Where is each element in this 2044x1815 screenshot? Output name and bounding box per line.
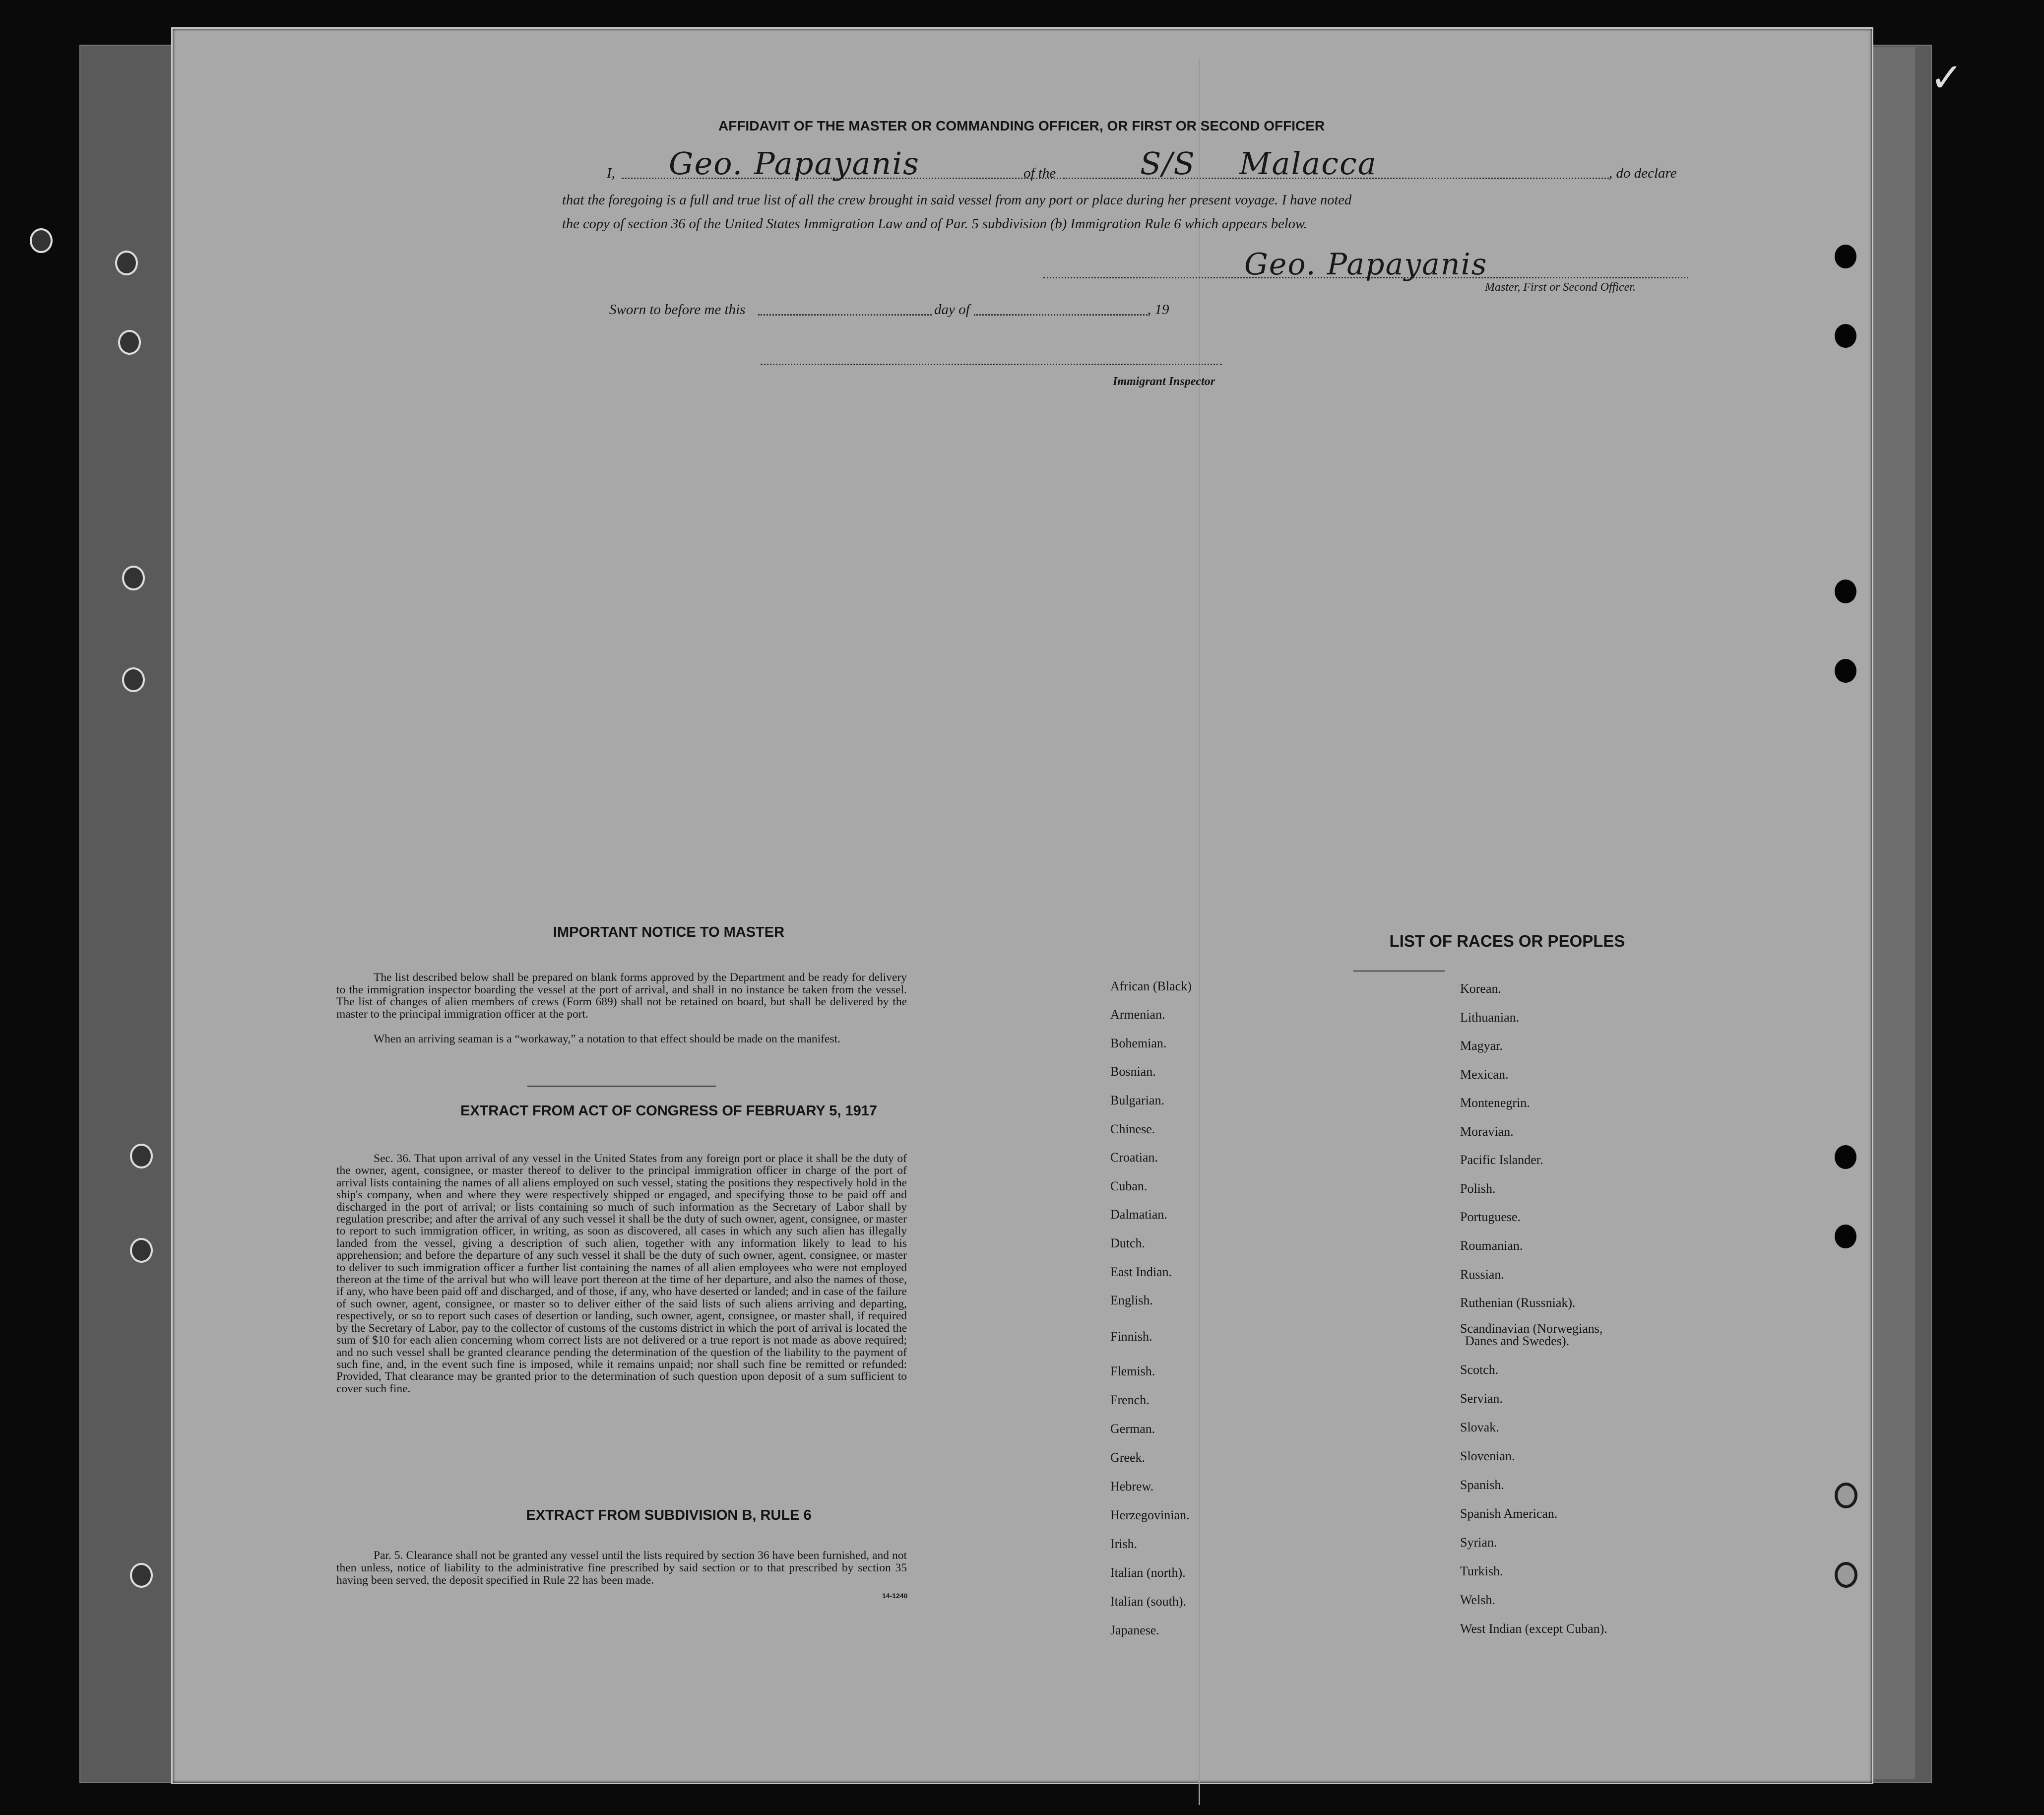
section-divider (527, 1086, 716, 1087)
race-item: Spanish. (1460, 1478, 1504, 1492)
punch-hole-icon (1835, 1562, 1857, 1588)
race-item: German. (1110, 1422, 1155, 1436)
race-item: Irish. (1110, 1537, 1138, 1551)
race-item: Servian. (1460, 1391, 1503, 1406)
race-item: Turkish. (1460, 1564, 1503, 1578)
punch-hole-icon (1835, 1145, 1856, 1169)
race-item: English. (1110, 1293, 1153, 1307)
sworn-label: Sworn to before me this (609, 302, 746, 318)
extract-act-text: Sec. 36. That upon arrival of any vessel in the United States from any foreign port or place it shall be the duty of the owner, agent, consignee, or master thereof to deliver to the principal immigration officer in charge of the port of arrival lists containing the names of all aliens employed on such vessel, stating the positions they respectively hold in the ship's company, when and where they were respectively shipped or engaged, and specifying those to be paid off and discharged in the port of arrival; or lists containing so much of such information as the Secretary of Labor shall by regulation prescribe; and after the arrival of any such vessel it shall be the duty of such owner, agent, consignee, or master to report to such immigration officer, in writing, as soon as discovered, all cases in which any such alien has illegally landed from the vessel, giving a description of such alien, together with any information likely to lead to his apprehension; and before the departure of any such vessel it shall be the duty of such owner, agent, consignee, or master to deliver to such immigration officer a further list containing the names of all alien employees who were not employed thereon at the time of the arrival but who will leave port thereon at the time of her departure, and also the names of those, if any, who have been paid off and discharged, and of those, if any, who have deserted or landed; and in case of the failure of such owner, agent, consignee, or master so to deliver either of the said lists of such aliens arriving and departing, respectively, or so to report such cases of desertion or landing, such owner, agent, consignee, or master shall, if required by the Secretary of Labor, pay to the collector of customs of the customs district in which the port of arrival is located the sum of $10 for each alien concerning whom correct lists are not delivered or a true report is not made as above required; and no such vessel shall be granted clearance pending the determination of the question of the liability to the payment of such fine, and, in the event such fine is imposed, while it remains unpaid; nor shall such fine be remitted or refunded: Provided, That clearance may be granted prior to the determination of such question upon deposit of a sum sufficient to cover such fine. (336, 1152, 907, 1395)
notice-title: IMPORTANT NOTICE TO MASTER (553, 924, 785, 940)
day-of-label: day of (934, 302, 970, 318)
race-item: Syrian. (1460, 1535, 1497, 1550)
race-item: Welsh. (1460, 1593, 1495, 1607)
binder-hole-icon (130, 1144, 153, 1168)
race-item: Scotch. (1460, 1362, 1499, 1377)
race-item: Croatian. (1110, 1150, 1158, 1165)
race-item: Finnish. (1110, 1329, 1152, 1344)
checkmark-icon: ✓ (1930, 55, 1964, 101)
race-item: Chinese. (1110, 1122, 1155, 1136)
race-item: Slovenian. (1460, 1449, 1515, 1463)
punch-hole-icon (1835, 324, 1856, 348)
race-item: Spanish American. (1460, 1506, 1558, 1521)
race-item: Pacific Islander. (1460, 1153, 1543, 1167)
punch-hole-icon (1835, 1225, 1856, 1248)
extract-rule-text: Par. 5. Clearance shall not be granted any vessel until the lists required by section 36 have been furnished, and not then unless, notice of liability to the administrative fine prescribed by said section or to that prescribed by section 35 having been served, the deposit specified in Rule 22 has been made. (336, 1549, 907, 1587)
affidavit-i-label: I, (607, 165, 615, 181)
race-item: Bulgarian. (1110, 1093, 1165, 1107)
race-item: Greek. (1110, 1450, 1146, 1465)
race-item: Russian. (1460, 1267, 1504, 1282)
punch-hole-icon (1835, 659, 1856, 683)
binder-hole-icon (122, 667, 145, 692)
vessel-prefix-handwriting: S/S (1140, 145, 1196, 182)
affidavit-body-line-2: the copy of section 36 of the United States Immigration Law and of Par. 5 subdivision (b) Immigration Rule 6 which appears below. (562, 216, 1307, 232)
race-item: Cuban. (1110, 1179, 1148, 1193)
notice-paragraph-1: The list described below shall be prepared on blank forms approved by the Department and be ready for delivery to the immigration inspector boarding the vessel at the port of arrival, and shall in no instance be taken from the vessel. The list of changes of alien members of crews (Form 689) shall not be retained on board, but shall be delivered by the master to the principal immigration officer at the port. (336, 971, 907, 1021)
race-item: Armenian. (1110, 1007, 1165, 1022)
vessel-name-handwriting: Malacca (1239, 145, 1377, 182)
punch-hole-icon (1835, 1483, 1857, 1508)
signature-handwriting: Geo. Papayanis (1244, 247, 1488, 282)
year-label: , 19 (1148, 302, 1169, 318)
binder-hole-icon (118, 330, 141, 355)
form-number: 14-1240 (882, 1592, 908, 1600)
affidavit-of-the: of the (1023, 165, 1056, 181)
binder-hole-icon (130, 1238, 153, 1263)
inspector-caption: Immigrant Inspector (1113, 375, 1215, 388)
race-item: Slovak. (1460, 1420, 1499, 1434)
sworn-day-line (758, 314, 932, 316)
master-name-handwriting: Geo. Papayanis (669, 145, 920, 182)
binder-hole-icon (30, 228, 53, 253)
race-item: Japanese. (1110, 1623, 1159, 1637)
race-item: African (Black) (1110, 979, 1192, 993)
race-item: Flemish. (1110, 1364, 1155, 1378)
binder-hole-icon (130, 1563, 153, 1588)
binder-hole-icon (115, 251, 138, 275)
races-title: LIST OF RACES OR PEOPLES (1389, 932, 1625, 950)
race-item: Italian (north). (1110, 1565, 1186, 1580)
race-item: Scandinavian (Norwegians, (1460, 1321, 1603, 1336)
extract-act-title: EXTRACT FROM ACT OF CONGRESS OF FEBRUARY 5, 1917 (460, 1103, 878, 1119)
race-item: Danes and Swedes). (1465, 1334, 1570, 1348)
notice-paragraph-2: When an arriving seaman is a “workaway,” a notation to that effect should be made on the manifest. (374, 1033, 840, 1045)
race-item: Herzegovinian. (1110, 1508, 1190, 1522)
races-title-underline (1353, 971, 1445, 972)
affidavit-do-declare: , do declare (1609, 165, 1677, 181)
sworn-month-line (974, 314, 1148, 316)
page-fold (1199, 59, 1200, 1805)
race-item: West Indian (except Cuban). (1460, 1621, 1607, 1636)
race-item: Dalmatian. (1110, 1207, 1167, 1222)
binder-hole-icon (122, 566, 145, 590)
extract-rule-title: EXTRACT FROM SUBDIVISION B, RULE 6 (526, 1507, 812, 1523)
race-item: Lithuanian. (1460, 1010, 1520, 1025)
race-item: Portuguese. (1460, 1210, 1521, 1224)
race-item: Polish. (1460, 1181, 1496, 1196)
race-item: French. (1110, 1393, 1150, 1407)
affidavit-body-line-1: that the foregoing is a full and true list of all the crew brought in said vessel from any port or place during her present voyage. I have noted (562, 193, 1352, 208)
race-item: Bosnian. (1110, 1064, 1156, 1079)
signature-caption: Master, First or Second Officer. (1485, 281, 1636, 294)
inspector-line (761, 364, 1222, 365)
race-item: East Indian. (1110, 1265, 1172, 1279)
race-item: Italian (south). (1110, 1594, 1187, 1609)
race-item: Moravian. (1460, 1124, 1514, 1139)
affidavit-title: AFFIDAVIT OF THE MASTER OR COMMANDING OFFICER, OR FIRST OR SECOND OFFICER (718, 118, 1325, 133)
race-item: Dutch. (1110, 1236, 1146, 1250)
punch-hole-icon (1835, 580, 1856, 603)
punch-hole-icon (1835, 245, 1856, 268)
race-item: Magyar. (1460, 1038, 1503, 1053)
race-item: Bohemian. (1110, 1036, 1167, 1050)
race-item: Roumanian. (1460, 1238, 1523, 1253)
race-item: Mexican. (1460, 1067, 1509, 1082)
race-item: Korean. (1460, 981, 1502, 996)
race-item: Ruthenian (Russniak). (1460, 1296, 1576, 1310)
race-item: Montenegrin. (1460, 1096, 1530, 1110)
race-item: Hebrew. (1110, 1479, 1154, 1493)
manifest-page (171, 27, 1873, 1784)
